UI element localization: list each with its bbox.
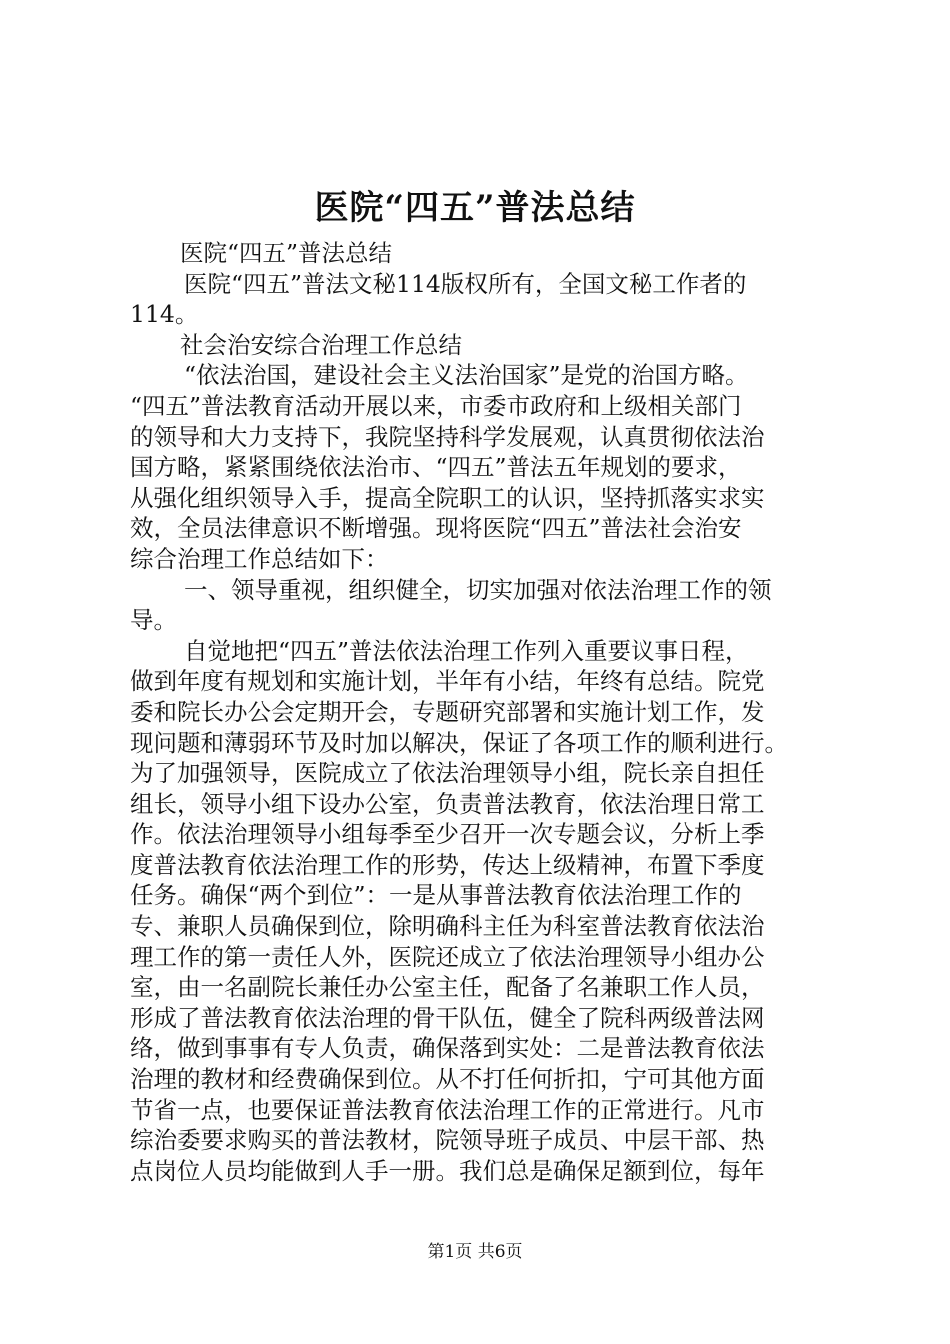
paragraph-line: 自觉地把“四五”普法依法治理工作列入重要议事日程， bbox=[184, 636, 749, 665]
document-title: 医院“四五”普法总结 bbox=[314, 188, 636, 228]
paragraph-line: 任务。确保“两个到位”：一是从事普法教育依法治理工作的 bbox=[130, 881, 742, 910]
paragraph-line: 形成了普法教育依法治理的骨干队伍，健全了院科两级普法网 bbox=[130, 1003, 765, 1032]
paragraph-line: 组长，领导小组下设办公室，负责普法教育，依法治理日常工 bbox=[130, 789, 765, 818]
section-heading-line: 导。 bbox=[130, 606, 177, 635]
paragraph-line: 医院“四五”普法文秘114版权所有，全国文秘工作者的 bbox=[184, 269, 747, 298]
paragraph-line: 现问题和薄弱环节及时加以解决，保证了各项工作的顺利进行。 bbox=[130, 728, 788, 757]
paragraph-line: 效，全员法律意识不断增强。现将医院“四五”普法社会治安 bbox=[130, 514, 742, 543]
paragraph-line: “四五”普法教育活动开展以来，市委市政府和上级相关部门 bbox=[130, 391, 742, 420]
paragraph-line: 作。依法治理领导小组每季至少召开一次专题会议，分析上季 bbox=[130, 820, 765, 849]
paragraph-line: 委和院长办公会定期开会，专题研究部署和实施计划工作，发 bbox=[130, 697, 765, 726]
page-number-footer: 第1页 共6页 bbox=[427, 1242, 523, 1262]
paragraph-line: 国方略，紧紧围绕依法治市、“四五”普法五年规划的要求， bbox=[130, 453, 742, 482]
paragraph-line: 综合治理工作总结如下： bbox=[130, 544, 389, 573]
paragraph-line: 社会治安综合治理工作总结 bbox=[180, 330, 462, 359]
paragraph-line: 的领导和大力支持下，我院坚持科学发展观，认真贯彻依法治 bbox=[130, 422, 765, 451]
paragraph-line: 114。 bbox=[130, 300, 199, 329]
section-heading-line: 一、领导重视，组织健全，切实加强对依法治理工作的领 bbox=[184, 575, 772, 604]
paragraph-line: 综治委要求购买的普法教材，院领导班子成员、中层干部、热 bbox=[130, 1126, 765, 1155]
paragraph-line: 室，由一名副院长兼任办公室主任，配备了名兼职工作人员， bbox=[130, 973, 765, 1002]
paragraph-line: 专、兼职人员确保到位，除明确科主任为科室普法教育依法治 bbox=[130, 912, 765, 941]
paragraph-line: 度普法教育依法治理工作的形势，传达上级精神，布置下季度 bbox=[130, 850, 765, 879]
paragraph-line: 做到年度有规划和实施计划，半年有小结，年终有总结。院党 bbox=[130, 667, 765, 696]
paragraph-line: 点岗位人员均能做到人手一册。我们总是确保足额到位，每年 bbox=[130, 1156, 765, 1185]
paragraph-line: 为了加强领导，医院成立了依法治理领导小组，院长亲自担任 bbox=[130, 759, 765, 788]
paragraph-line: 节省一点，也要保证普法教育依法治理工作的正常进行。凡市 bbox=[130, 1095, 765, 1124]
paragraph-line: 理工作的第一责任人外，医院还成立了依法治理领导小组办公 bbox=[130, 942, 765, 971]
paragraph-line: 络，做到事事有专人负责，确保落到实处：二是普法教育依法 bbox=[130, 1034, 765, 1063]
document-body bbox=[130, 238, 830, 1186]
paragraph-line: “依法治国，建设社会主义法治国家”是党的治国方略。 bbox=[184, 361, 749, 390]
paragraph-line: 医院“四五”普法总结 bbox=[180, 239, 393, 267]
paragraph-line: 从强化组织领导入手，提高全院职工的认识，坚持抓落实求实 bbox=[130, 483, 765, 512]
paragraph-line: 治理的教材和经费确保到位。从不打任何折扣，宁可其他方面 bbox=[130, 1065, 765, 1094]
